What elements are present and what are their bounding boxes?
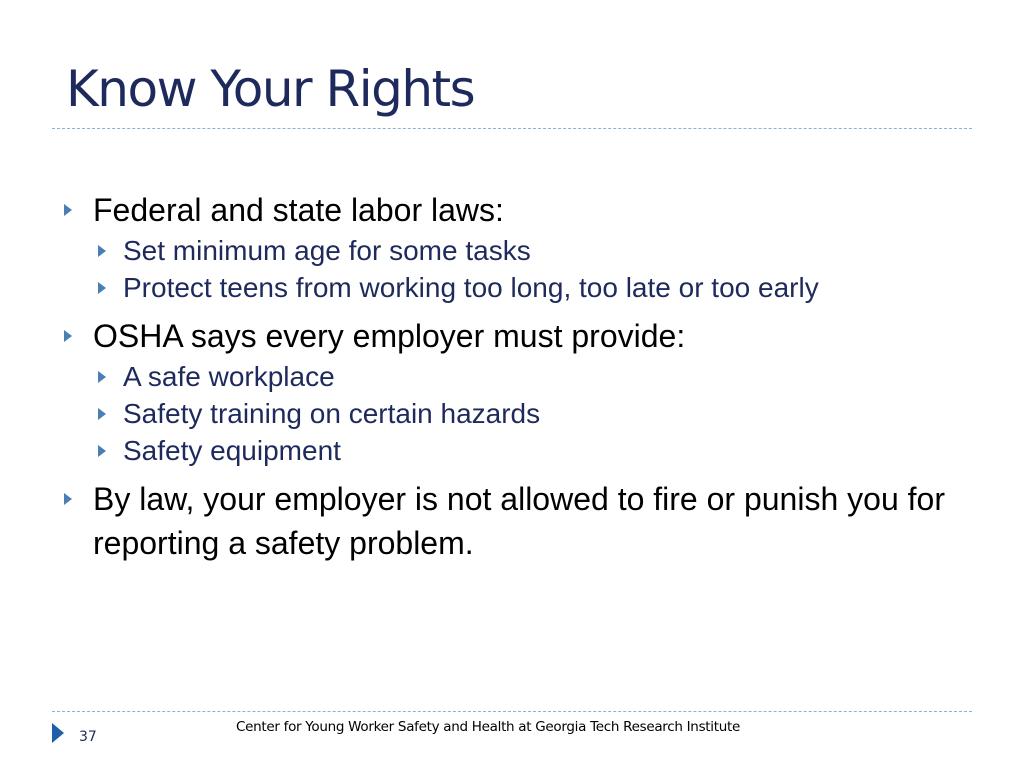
sub-bullet-item <box>93 432 960 469</box>
sub-bullet-item <box>93 232 960 269</box>
bullet-text: Federal and state labor laws: <box>93 192 504 228</box>
bullet-triangle-icon <box>64 204 72 216</box>
sub-bullet-triangle-icon <box>98 445 106 457</box>
bullet-item <box>60 477 960 565</box>
bullet-text: By law, your employer is not allowed to fire or punish you for reporting a safety problem. <box>93 481 945 561</box>
bullet-item <box>60 314 960 358</box>
footer-divider <box>52 711 972 712</box>
bullet-item <box>60 188 960 232</box>
sub-bullet-text: Safety equipment <box>123 435 341 466</box>
slide-body <box>60 188 960 565</box>
footer-source: Center for Young Worker Safety and Health at Georgia Tech Research Institute <box>236 719 740 735</box>
sub-bullet-item <box>93 269 960 306</box>
title-divider <box>52 128 972 129</box>
slide-title: Know Your Rights <box>66 60 475 118</box>
sub-bullet-triangle-icon <box>98 245 106 257</box>
sub-bullet-triangle-icon <box>98 371 106 383</box>
sub-bullet-triangle-icon <box>98 408 106 420</box>
bullet-triangle-icon <box>64 330 72 342</box>
sub-bullet-text: A safe workplace <box>123 361 335 392</box>
triangle-right-icon <box>52 723 64 743</box>
bullet-text: OSHA says every employer must provide: <box>93 318 686 354</box>
sub-bullet-text: Protect teens from working too long, too late or too early <box>123 272 819 303</box>
sub-bullet-item <box>93 358 960 395</box>
sub-bullet-text: Set minimum age for some tasks <box>123 235 531 266</box>
page-number: 37 <box>79 729 97 745</box>
sub-bullet-triangle-icon <box>98 282 106 294</box>
bullet-triangle-icon <box>64 493 72 505</box>
sub-bullet-text: Safety training on certain hazards <box>123 398 541 429</box>
sub-bullet-item <box>93 395 960 432</box>
